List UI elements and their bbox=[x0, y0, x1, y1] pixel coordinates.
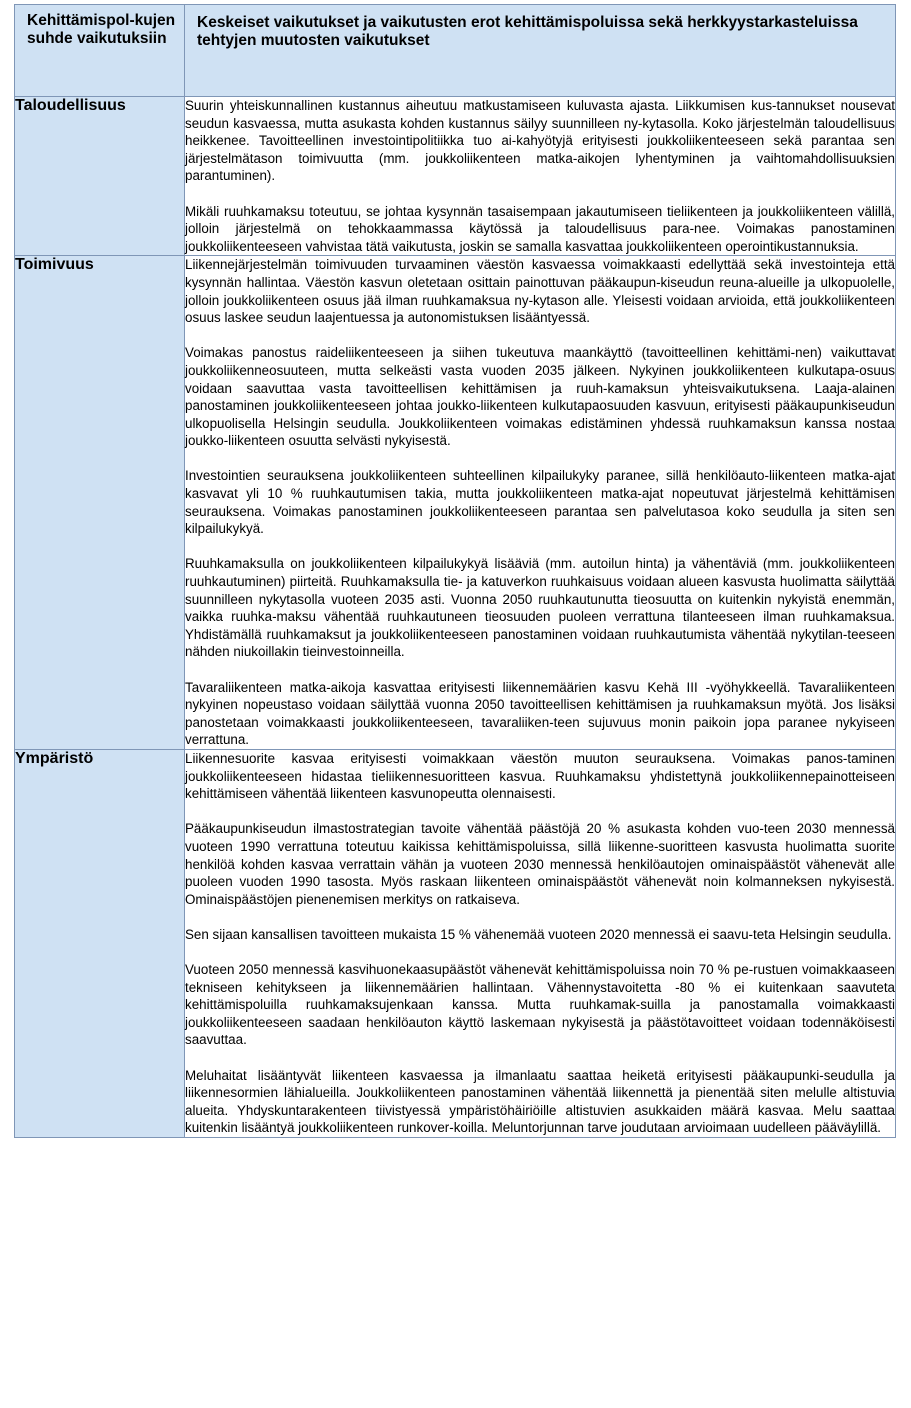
impacts-table bbox=[14, 4, 896, 1138]
paragraph: Meluhaitat lisääntyvät liikenteen kasvaessa ja ilmanlaatu saattaa heiketä erityisesti pääkaupunki-seudulla ja liikennesormien lähialueilla. Joukkoliikenteen panostaminen vähentää liikennettä ja pienentää siten melulle altistuvia alueita. Yhdyskuntarakenteen tiivistyessä ympäristöhäiriöille altistuvien asukkaiden määrä kasvaa. Melu saattaa kuitenkin lisääntyä joukkoliikenteen runkover-koilla. Meluntorjunnan tarve joudutaan arvioimaan uudelleen pääväylillä. bbox=[185, 1067, 895, 1136]
paragraph: Tavaraliikenteen matka-aikoja kasvattaa erityisesti liikennemäärien kasvu Kehä III -vyöhykkeellä. Tavaraliikenteen nykyinen nopeustaso voidaan säilyttää vuonna 2050 tavoitteellisen kehittämisen ja ruuhkamaksun myötä. Jos lisäksi panostetaan voimakkaasti joukkoliikenteeseen, tavaraliiken-teen sujuvuus monin paikoin jopa paranee nykyiseen verrattuna. bbox=[185, 679, 895, 748]
header-key-impacts: Keskeiset vaikutukset ja vaikutusten erot kehittämispoluissa sekä herkkyystarkasteluissa tehtyjen muutosten vaikutukset bbox=[185, 5, 896, 97]
paragraph: Pääkaupunkiseudun ilmastostrategian tavoite vähentää päästöjä 20 % asukasta kohden vuo-teen 2030 mennessä vuoteen 1990 verrattuna toteutuu kaikissa kehittämispoluissa, sillä liikenne-suoritteen kasvusta huolimatta suorite henkilöä kohden kasvaa verrattain vähän ja vuoteen 2030 mennessä henkilöautojen ominaispäästöt vähenevät alle puoleen vuoden 1990 tasosta. Myös raskaan liikenteen ominaispäästöt vähenevät noin kolmanneksen nykyisestä. Ominaispäästöjen pienenemisen merkitys on ratkaiseva. bbox=[185, 821, 895, 907]
paragraph: Voimakas panostus raideliikenteeseen ja siihen tukeutuva maankäyttö (tavoitteellinen kehittämi-nen) vaikuttavat joukkoliikenneosuuteen, mutta selkeästi vasta vuoden 2035 jälkeen. Nykyinen joukkoliikenteen kulkutapa-osuus voidaan saavuttaa vasta tavoitteellisen kehittämisen ja ruuh-kamaksun yhteisvaikutuksena. Laaja-alainen panostaminen joukkoliikenteeseen johtaa joukko-liikenteen kulkutapaosuuden kasvuun, erityisesti pääkaupunkiseudun ulkopuolisella Helsingin seudulla. Joukkoliikenteen voimakas edistäminen yhdessä ruuhkamaksun kanssa nostaa joukko-liikenteen osuutta selvästi nykyisestä. bbox=[185, 345, 895, 449]
paragraph: Suurin yhteiskunnallinen kustannus aiheutuu matkustamiseen kuluvasta ajasta. Liikkumisen kus-tannukset nousevat seudun kasvaessa, mutta asukasta kohden kustannus säilyy suunnilleen ny-kytasolla. Koko järjestelmän taloudellisuus heikkenee. Tavoitteellinen investointipolitiikka tuo ai-kahyötyjä erityisesti joukkoliikenteeseen sekä parantaa sen järjestelmätason toimivuutta (mm. joukkoliikenteen matka-aikojen lyhentyminen ja vaihtomahdollisuuksien parantuminen). bbox=[185, 98, 895, 184]
paragraph: Mikäli ruuhkamaksu toteutuu, se johtaa kysynnän tasaisempaan jakautumiseen tieliikenteen ja joukkoliikenteen välillä, jolloin järjestelmä on tehokkaammassa käytössä ja taloudellisuus para-nee. Voimakas panostaminen joukkoliikenteeseen vahvistaa tätä vaikutusta, joskin se samalla kasvattaa joukkoliikenteen operointikustannuksia. bbox=[185, 203, 895, 254]
row-label: Taloudellisuus bbox=[15, 97, 185, 256]
row-functionality bbox=[15, 256, 896, 750]
header-path-relation: Kehittämispol-kujen suhde vaikutuksiin bbox=[15, 5, 185, 97]
row-economy bbox=[15, 97, 896, 256]
row-content bbox=[185, 749, 896, 1137]
row-label: Ympäristö bbox=[15, 749, 185, 1137]
row-label: Toimivuus bbox=[15, 256, 185, 750]
paragraph: Vuoteen 2050 mennessä kasvihuonekaasupäästöt vähenevät kehittämispoluissa noin 70 % pe-rustuen voimakkaaseen tekniseen kehitykseen ja liikennemäärien hallintaan. Vähennystavoitetta -80 % ei kuitenkaan saavuteta kehittämispoluilla ruuhkamaksujenkaan kanssa. Mutta ruuhkamak-suilla ja panostamalla voimakkaasti joukkoliikenteeseen saadaan henkilöauton käyttö laskemaan nykyisestä ja päästötavoitteet voidaan todennäköisesti saavuttaa. bbox=[185, 962, 895, 1048]
row-content bbox=[185, 256, 896, 750]
header-row bbox=[15, 5, 896, 97]
paragraph: Investointien seurauksena joukkoliikenteen suhteellinen kilpailukyky paranee, sillä henkilöauto-liikenteen matka-ajat kasvavat yli 10 % ruuhkautumisen takia, mutta joukkoliikenteen matka-ajat nopeutuvat järjestelmä kehittämisen seurauksena. Voimakas panostaminen joukkoliikenteeseen parantaa sen palvelutasoa koko seudulla ja siten sen kilpailukykyä. bbox=[185, 468, 895, 537]
row-environment bbox=[15, 749, 896, 1137]
row-content bbox=[185, 97, 896, 256]
paragraph: Sen sijaan kansallisen tavoitteen mukaista 15 % vähenemää vuoteen 2020 mennessä ei saavu-teta Helsingin seudulla. bbox=[185, 926, 892, 942]
paragraph: Liikennesuorite kasvaa erityisesti voimakkaan väestön muuton seurauksena. Voimakas panos-taminen joukkoliikenteeseen hidastaa tieliikennesuoritteen kasvua. Ruuhkamaksu yhdistettynä joukkoliikennepainotteiseen kehittämiseen vähentää liikenteen kasvunopeutta olennaisesti. bbox=[185, 750, 895, 802]
paragraph: Ruuhkamaksulla on joukkoliikenteen kilpailukykyä lisääviä (mm. autoilun hinta) ja vähentäviä (mm. joukkoliikenteen ruuhkautuminen) piirteitä. Ruuhkamaksulla tie- ja katuverkon ruuhkaisuus voidaan alueen kasvusta huolimatta säilyttää suunnilleen nykytasolla vuoteen 2035 asti. Vuonna 2050 ruuhkautunutta tieosuutta on kuitenkin nykyistä enemmän, vaikka ruuhka-maksu vähentää ruuhkautuneen tieosuuden puoleen verrattuna tilanteeseen ilman ruuhkamaksua. Yhdistämällä ruuhkamaksut ja joukkoliikenteeseen panostaminen voidaan ruuhkautumista vähentää nykytilan-teeseen nähden niukoillakin tieinvestoinneilla. bbox=[185, 556, 895, 660]
paragraph: Liikennejärjestelmän toimivuuden turvaaminen väestön kasvaessa voimakkaasti edellyttää sekä investointeja että kysynnän hallintaa. Väestön kasvun oletetaan osittain painottuvan pääkaupun-kiseudun reuna-alueille ja ulkopuolelle, jolloin joukkoliikenteen osuus jää ilman ruuhkamaksua ny-kytason alle. Yleisesti voidaan arvioida, että joukkoliikenteen osuus laskee seudun laajentuessa ja autonomistuksen lisääntyessä. bbox=[185, 257, 895, 326]
